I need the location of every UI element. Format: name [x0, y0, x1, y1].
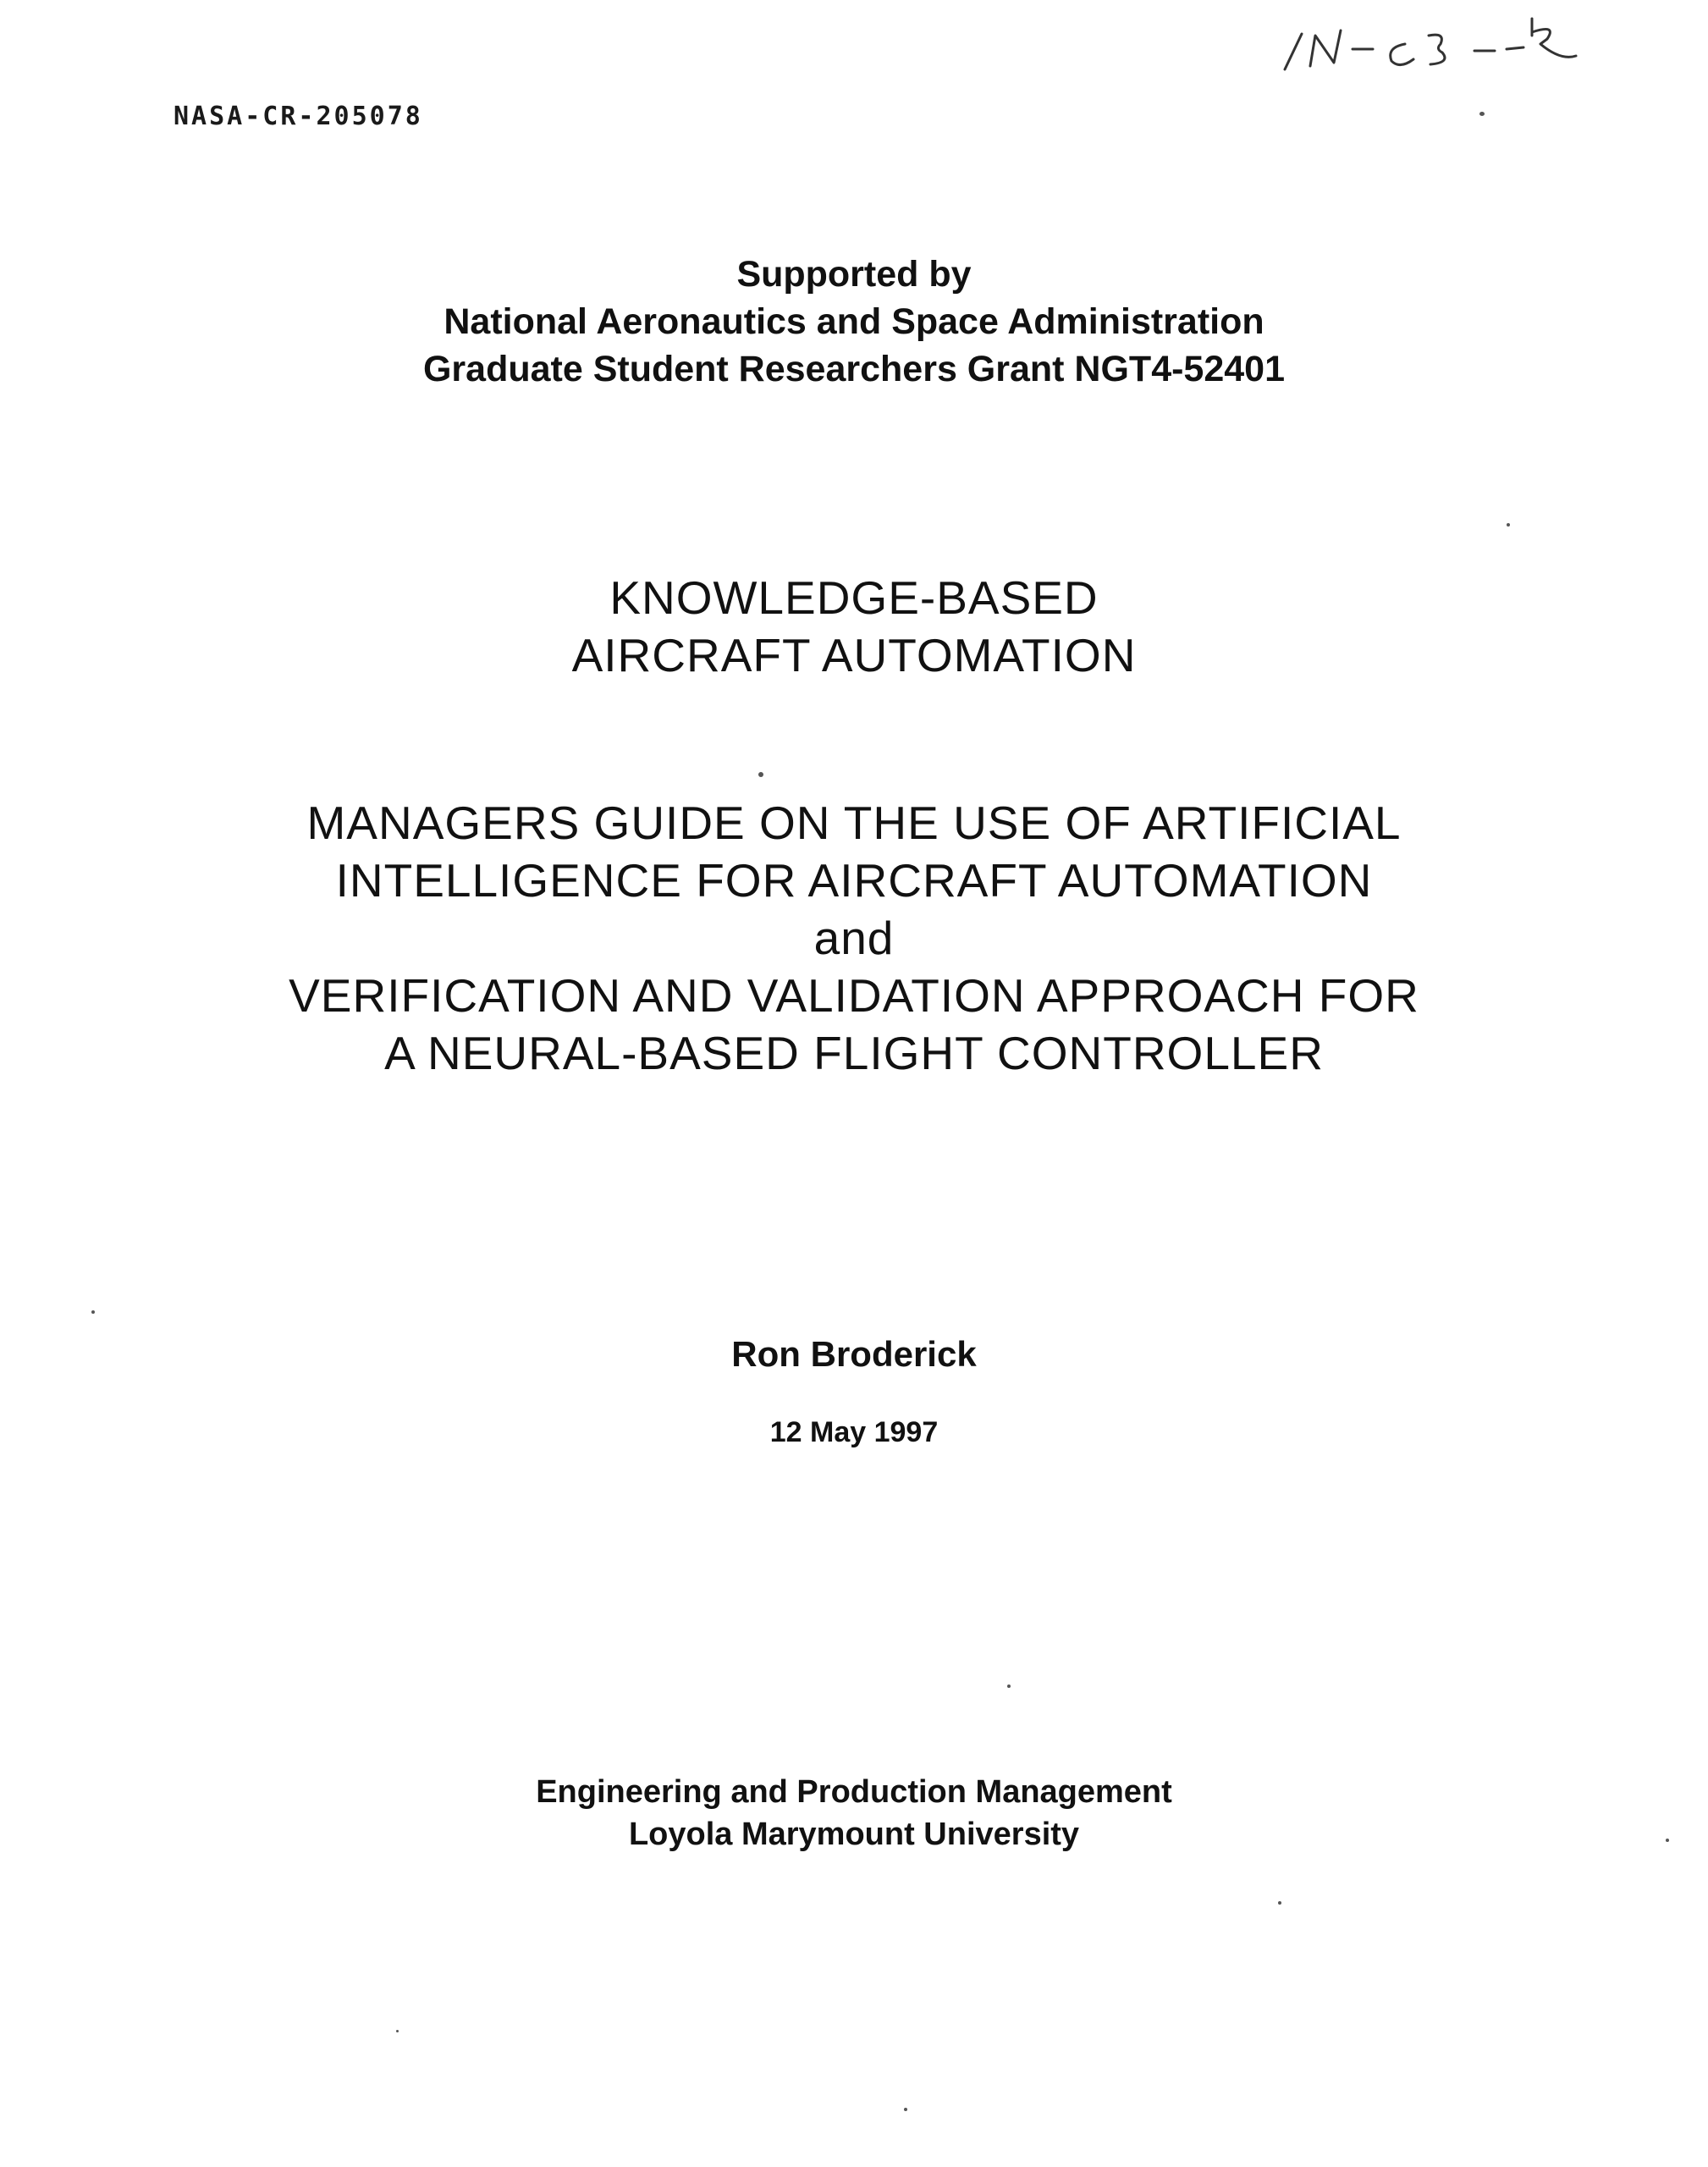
publication-date: 12 May 1997 [769, 1416, 939, 1448]
handwritten-annotation [1278, 10, 1583, 78]
scan-speck [91, 1310, 95, 1314]
support-line: National Aeronautics and Space Administration [444, 301, 1264, 342]
subtitle-line: INTELLIGENCE FOR AIRCRAFT AUTOMATION [335, 854, 1373, 907]
support-statement [0, 251, 1708, 393]
scan-speck [1507, 523, 1510, 527]
affiliation-line: Engineering and Production Management [536, 1774, 1172, 1810]
scan-speck [1007, 1685, 1011, 1688]
scan-speck [396, 2030, 399, 2032]
document-title [0, 569, 1708, 684]
scan-speck [904, 2108, 907, 2111]
title-line: KNOWLEDGE-BASED [609, 571, 1099, 624]
affiliation [0, 1771, 1708, 1855]
report-number: NASA-CR-205078 [174, 102, 423, 131]
subtitle-line: VERIFICATION AND VALIDATION APPROACH FOR [289, 969, 1419, 1022]
subtitle-line: and [813, 912, 895, 964]
subtitle-line: A NEURAL-BASED FLIGHT CONTROLLER [384, 1027, 1324, 1079]
author-name: Ron Broderick [731, 1334, 977, 1374]
affiliation-line: Loyola Marymount University [628, 1817, 1080, 1852]
document-subtitle [0, 794, 1708, 1082]
scan-speck [758, 772, 763, 777]
scan-speck [1666, 1839, 1669, 1842]
subtitle-line: MANAGERS GUIDE ON THE USE OF ARTIFICIAL [306, 797, 1402, 849]
support-line: Graduate Student Researchers Grant NGT4-52401 [422, 349, 1286, 389]
title-line: AIRCRAFT AUTOMATION [571, 629, 1137, 681]
scan-speck [1479, 112, 1485, 116]
scan-speck [1278, 1901, 1281, 1905]
support-line: Supported by [736, 254, 972, 295]
